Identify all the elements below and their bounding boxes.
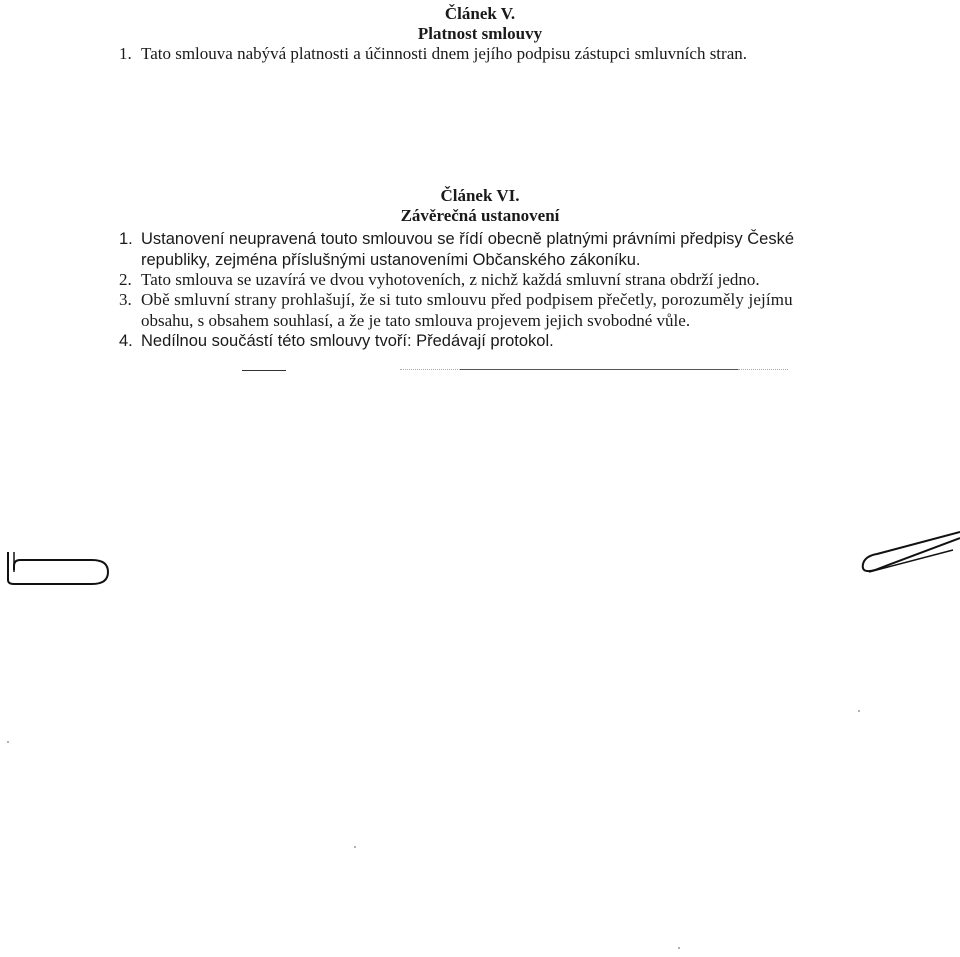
article-6-subtitle: Závěrečná ustanovení (400, 206, 560, 225)
scan-speck (678, 947, 680, 949)
clause-number: 1. (119, 230, 133, 248)
clause-text: Tato smlouva nabývá platnosti a účinnosti dnem jejího podpisu zástupci smluvních stran. (141, 44, 747, 63)
clause-text-continuation: obsahu, s obsahem souhlasí, a že je tato smlouva projevem jejich svobodné vůle. (141, 311, 691, 330)
clause-number: 1. (119, 44, 132, 63)
signature-line-right (460, 369, 738, 370)
clause-text: Ustanovení neupravená touto smlouvou se řídí obecně platnými právními předpisy České (141, 230, 795, 248)
clause-text-continuation: republiky, zejména příslušnými ustanoveními Občanského zákoníku. (141, 251, 641, 269)
article-5-subtitle: Platnost smlouvy (417, 24, 543, 43)
clause-number: 4. (119, 332, 133, 350)
signature-line-dots (400, 369, 460, 370)
paperclip-left-icon (0, 540, 115, 590)
signature-line-dots-end (738, 369, 788, 370)
paperclip-right-icon (855, 530, 960, 580)
clause-text: Nedílnou součástí této smlouvy tvoří: Předávají protokol. (141, 332, 554, 350)
clause-text: Tato smlouva se uzavírá ve dvou vyhotoveních, z nichž každá smluvní strana obdrží jedno. (141, 270, 760, 289)
scan-speck (7, 741, 9, 743)
article-5-title: Článek V. (444, 4, 516, 23)
clause-number: 2. (119, 270, 132, 289)
clause-number: 3. (119, 290, 132, 309)
article-6-title: Článek VI. (440, 186, 520, 205)
scan-speck (354, 846, 356, 848)
signature-line-left (242, 370, 286, 371)
clause-text: Obě smluvní strany prohlašují, že si tuto smlouvu před podpisem přečetly, porozuměly jejímu (141, 290, 793, 309)
scan-speck (858, 710, 860, 712)
